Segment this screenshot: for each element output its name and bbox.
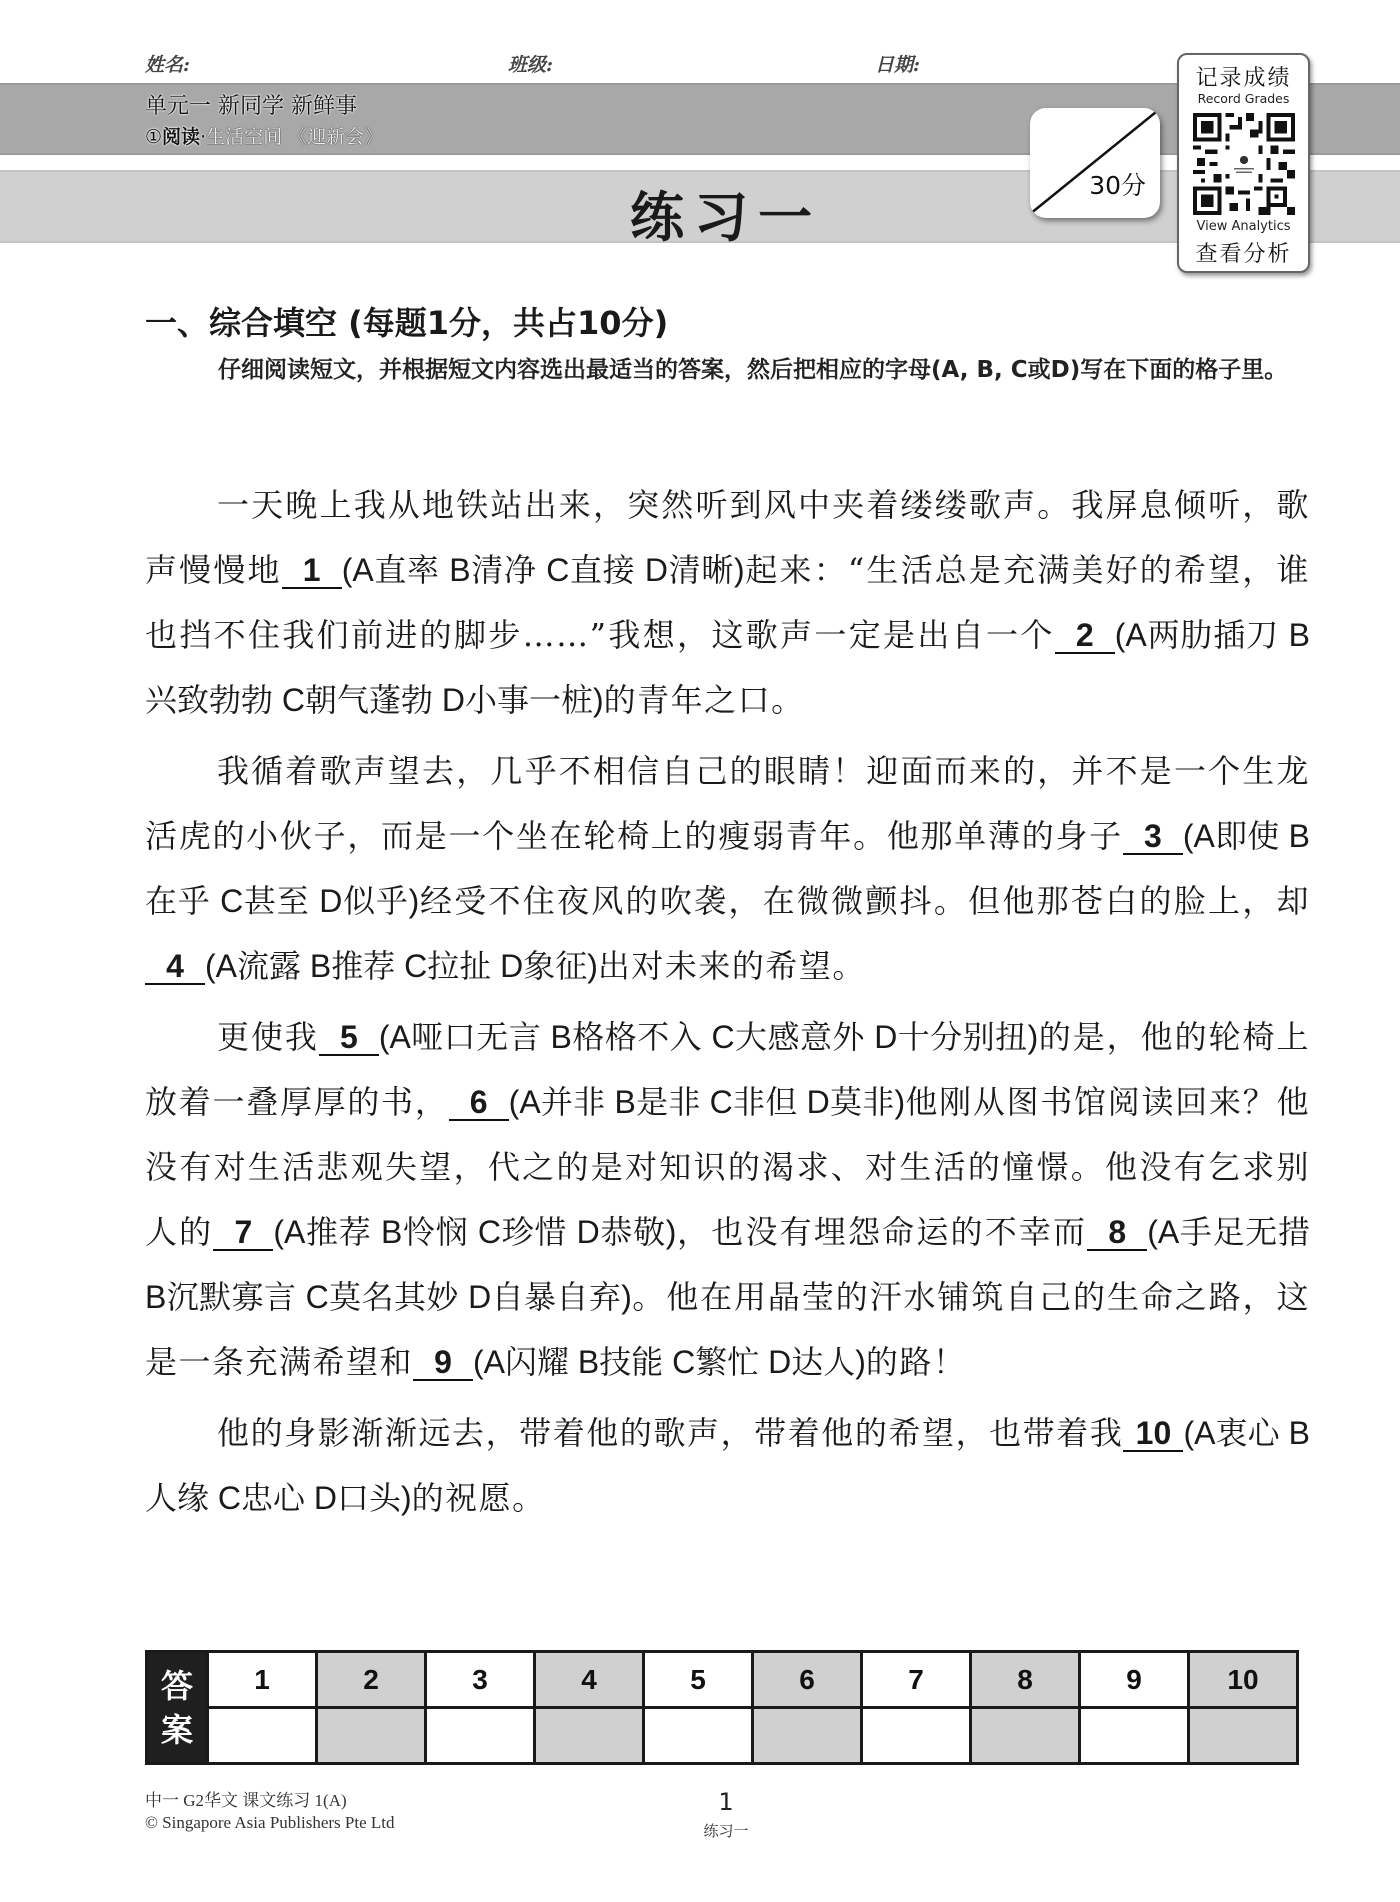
page-title: 练习一 bbox=[630, 186, 822, 249]
passage-text: 我循着歌声望去，几乎不相信自己的眼睛！迎面而来的，并不是一个生龙活虎的小伙子，而是一个坐在轮椅上的瘦弱青年。他那单薄的身子 bbox=[145, 752, 1310, 855]
unit-sub-sep: · bbox=[200, 126, 207, 148]
qr-view-analytics-zh: 查看分析 bbox=[1195, 242, 1292, 267]
options-9: (A闪耀 B技能 C繁忙 D达人) bbox=[473, 1344, 866, 1380]
answer-number-3: 3 bbox=[426, 1652, 535, 1708]
passage-text: 的是，他的轮椅上放着一叠厚厚的书， bbox=[145, 1018, 1310, 1121]
passage-text: 的路！ bbox=[865, 1343, 967, 1381]
blank-9: 9 bbox=[413, 1345, 473, 1381]
passage-text: 的青年之口。 bbox=[603, 681, 805, 719]
unit-subtitle bbox=[145, 122, 383, 149]
answer-cell-9[interactable] bbox=[1080, 1708, 1189, 1764]
paragraph-1 bbox=[145, 473, 1310, 733]
blank-4: 4 bbox=[145, 949, 205, 985]
footer-copyright: © Singapore Asia Publishers Pte Ltd bbox=[145, 1813, 395, 1832]
answer-number-2: 2 bbox=[317, 1652, 426, 1708]
options-5: (A哑口无言 B格格不入 C大感意外 D十分别扭) bbox=[378, 1019, 1039, 1055]
passage-text: 一天晚上我从地铁站出来，突然听到风中夹着缕缕歌声。我屏息倾听，歌声慢慢地 bbox=[145, 486, 1310, 589]
passage-text: 出对未来的希望。 bbox=[597, 947, 866, 985]
answer-number-row bbox=[147, 1652, 1298, 1708]
score-box bbox=[1030, 108, 1160, 218]
answer-label bbox=[147, 1652, 208, 1764]
class-label: 班级: bbox=[508, 54, 554, 76]
answer-number-7: 7 bbox=[862, 1652, 971, 1708]
options-6: (A并非 B是非 C非但 D莫非) bbox=[508, 1084, 906, 1120]
score-total: 30分 bbox=[1089, 171, 1146, 200]
answer-label-2: 案 bbox=[160, 1711, 193, 1748]
paragraph-3 bbox=[145, 1005, 1310, 1395]
answer-label-1: 答 bbox=[160, 1667, 193, 1704]
answer-cell-8[interactable] bbox=[971, 1708, 1080, 1764]
answer-number-6: 6 bbox=[753, 1652, 862, 1708]
passage-text: 更使我 bbox=[217, 1018, 319, 1056]
reading-passage bbox=[145, 473, 1310, 1531]
page-number: 1 bbox=[718, 1788, 734, 1816]
qr-analytics-box[interactable] bbox=[1177, 53, 1310, 273]
answer-number-8: 8 bbox=[971, 1652, 1080, 1708]
unit-sub-light: 生活空间 bbox=[206, 126, 283, 148]
answer-number-5: 5 bbox=[644, 1652, 753, 1708]
answer-number-10: 10 bbox=[1189, 1652, 1298, 1708]
passage-text: 起来：“生活总是充满美好的希望，谁也挡不住我们前进的脚步……”我想，这歌声一定是出自一个 bbox=[145, 551, 1310, 654]
paragraph-2 bbox=[145, 739, 1310, 999]
answer-input-row bbox=[147, 1708, 1298, 1764]
answer-table bbox=[145, 1650, 1299, 1765]
answer-cell-3[interactable] bbox=[426, 1708, 535, 1764]
blank-10: 10 bbox=[1123, 1416, 1183, 1452]
passage-text: ，也没有埋怨命运的不幸而 bbox=[676, 1213, 1088, 1251]
qr-record-grades-zh: 记录成绩 bbox=[1195, 66, 1292, 91]
section-instructions: 仔细阅读短文，并根据短文内容选出最适当的答案，然后把相应的字母(A, B, C或D)写在下面的格子里。 bbox=[218, 357, 1288, 383]
section-heading: 一、综合填空 (每题1分，共占10分) bbox=[145, 304, 669, 342]
circled-number: ① bbox=[145, 126, 163, 148]
blank-5: 5 bbox=[319, 1020, 379, 1056]
answer-cell-4[interactable] bbox=[535, 1708, 644, 1764]
blank-2: 2 bbox=[1055, 618, 1115, 654]
answer-cell-1[interactable] bbox=[208, 1708, 317, 1764]
footer-book-title: 中一 G2华文 课文练习 1(A) bbox=[145, 1791, 347, 1810]
options-1: (A直率 B清净 C直接 D清晰) bbox=[341, 552, 745, 588]
options-4: (A流露 B推荐 C拉扯 D象征) bbox=[205, 948, 598, 984]
page-label: 练习一 bbox=[703, 1822, 749, 1840]
passage-text: 他刚从图书馆阅读回来？他没有对生活悲观失望，代之的是对知识的渴求、对生活的憧憬。他没有乞求别人的 bbox=[145, 1083, 1310, 1251]
answer-cell-6[interactable] bbox=[753, 1708, 862, 1764]
unit-sub-bold: 阅读 bbox=[162, 126, 201, 148]
unit-title: 单元一 新同学 新鲜事 bbox=[145, 94, 357, 119]
name-label: 姓名: bbox=[145, 54, 191, 76]
answer-cell-5[interactable] bbox=[644, 1708, 753, 1764]
answer-number-1: 1 bbox=[208, 1652, 317, 1708]
options-10: (A衷心 B人缘 C忠心 D口头) bbox=[145, 1415, 1310, 1516]
paragraph-4 bbox=[145, 1401, 1310, 1531]
unit-sub-book: 《迎新会》 bbox=[288, 126, 384, 148]
answer-number-9: 9 bbox=[1080, 1652, 1189, 1708]
passage-text: 他的身影渐渐远去，带着他的歌声，带着他的希望，也带着我 bbox=[217, 1414, 1124, 1452]
answer-number-4: 4 bbox=[535, 1652, 644, 1708]
options-7: (A推荐 B怜悯 C珍惜 D恭敬) bbox=[273, 1214, 677, 1250]
qr-record-grades-en: Record Grades bbox=[1197, 91, 1290, 106]
options-8: (A手足无措 B沉默寡言 C莫名其妙 D自暴自弃) bbox=[145, 1214, 1310, 1315]
passage-text: 。他在用晶莹的汗水铺筑自己的生命之路，这是一条充满希望和 bbox=[145, 1278, 1310, 1381]
blank-6: 6 bbox=[449, 1085, 509, 1121]
qr-view-analytics-en: View Analytics bbox=[1196, 219, 1291, 234]
qr-code-icon[interactable] bbox=[1193, 113, 1295, 215]
answer-cell-10[interactable] bbox=[1189, 1708, 1298, 1764]
passage-text: 的祝愿。 bbox=[411, 1479, 546, 1517]
passage-text: 经受不住夜风的吹袭，在微微颤抖。但他那苍白的脸上，却 bbox=[419, 882, 1310, 920]
blank-7: 7 bbox=[213, 1215, 273, 1251]
answer-cell-7[interactable] bbox=[862, 1708, 971, 1764]
blank-3: 3 bbox=[1123, 819, 1183, 855]
blank-1: 1 bbox=[282, 553, 342, 589]
blank-8: 8 bbox=[1087, 1215, 1147, 1251]
options-2: (A两肋插刀 B兴致勃勃 C朝气蓬勃 D小事一桩) bbox=[145, 617, 1310, 718]
answer-cell-2[interactable] bbox=[317, 1708, 426, 1764]
date-label: 日期: bbox=[875, 54, 921, 76]
options-3: (A即使 B在乎 C甚至 D似乎) bbox=[145, 818, 1310, 919]
